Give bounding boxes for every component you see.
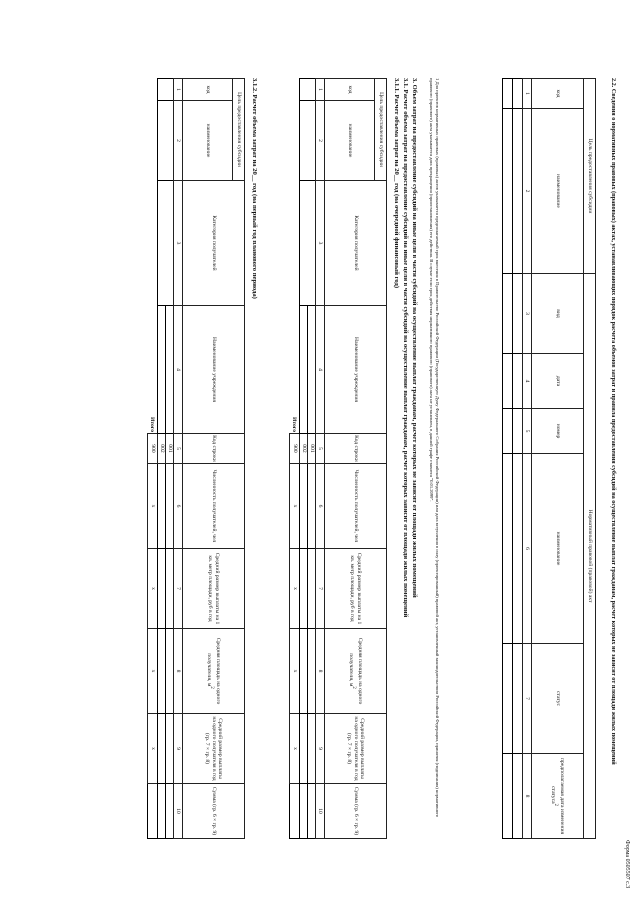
col-num: 4 [316, 306, 325, 434]
cell [513, 409, 523, 454]
cell [166, 714, 174, 784]
header-code: код [532, 79, 584, 109]
col-num: 8 [316, 629, 325, 714]
header-avgper: Средний размер выплаты на одного получателя в год (гр. 7 × гр. 8) [183, 714, 245, 784]
cell [513, 354, 523, 409]
cell [503, 754, 513, 839]
col-num: 1 [523, 79, 532, 109]
section-3-heading: 3. Объем затрат на предоставление субсидий на иные цели в части субсидий на осуществление выплат гражданам, расчет которых не зависит от площади жилых помещений [411, 78, 418, 598]
cell [148, 784, 158, 839]
cell [166, 306, 174, 434]
col-num: 4 [523, 354, 532, 409]
header-avgarea: Средняя площадь на одного получателя, $м^2$ [183, 629, 245, 714]
header-status-date: предполагаемая дата изменения статуса$^2$ [532, 754, 584, 839]
cell [513, 754, 523, 839]
cell [308, 714, 316, 784]
total-label: Итого [291, 416, 298, 432]
form-code: Форма 0505507 с.3 [624, 840, 630, 889]
total-x: x [148, 549, 158, 629]
cell [158, 784, 166, 839]
cell [300, 306, 308, 434]
total-code: 900 [148, 434, 158, 464]
cell [513, 109, 523, 274]
cell [158, 306, 166, 434]
header-act: Нормативный правовой (правовой) акт [584, 274, 596, 839]
col-num: 2 [316, 101, 325, 181]
cell [300, 101, 316, 181]
header-type: вид [532, 274, 584, 354]
total-x: x [148, 464, 158, 549]
col-num: 7 [174, 549, 183, 629]
cell [158, 464, 166, 549]
header-rowcode: Код строки [325, 434, 387, 464]
header-date: дата [532, 354, 584, 409]
cell [158, 101, 174, 181]
col-num: 8 [523, 754, 532, 839]
cell [158, 714, 166, 784]
cell [513, 644, 523, 754]
total-label: Итого [149, 416, 156, 432]
header-code: код [325, 79, 375, 101]
header-rowcode: Код строки [183, 434, 245, 464]
col-num: 3 [316, 181, 325, 306]
header-goal: Цель предоставления субсидии [233, 79, 245, 181]
col-num: 4 [174, 306, 183, 434]
section-3-1-1-heading: 3.1.1. Расчет объема затрат на 20__ год (на очередной финансовый год) [393, 78, 400, 289]
cell [300, 629, 308, 714]
header-institution: Наименование учреждения [183, 306, 245, 434]
cell [158, 629, 166, 714]
header-category: Категория получателей [325, 181, 387, 306]
col-num: 3 [174, 181, 183, 306]
total-code: 900 [290, 434, 300, 464]
cell [300, 549, 308, 629]
calc-table-1 [289, 78, 387, 839]
col-num: 1 [174, 79, 183, 101]
total-x: x [290, 464, 300, 549]
cell [300, 464, 308, 549]
cell [308, 306, 316, 434]
col-num: 3 [523, 274, 532, 354]
cell [503, 274, 513, 354]
header-avgpay: Средний размер выплаты на 1 кв. метр площади, руб в год [183, 549, 245, 629]
cell [166, 629, 174, 714]
col-num: 7 [523, 644, 532, 754]
col-num: 8 [174, 629, 183, 714]
header-avgarea: Средняя площадь на одного получателя, $м^2$ [325, 629, 387, 714]
footnote: 1 Для проектов нормативных правовых (правовых) актов указывается предполагаемый срок внесения в Правительство Российской Федерации (Государственную Думу Федерального Собрания Российской Федерации) или дата вступления в силу (проектированный) правовой акт, установленный законодательством Российской Федерации, принятия (подписания) нормативного правового (правового) акта указывается дата прекращения (приостановления) его действия. В случае если срок действия нормативного правового (правового) акта не установлен, в данной графе ставится "0.01.2099". [429, 78, 440, 818]
header-act-name: наименование [532, 454, 584, 644]
col-num: 5 [174, 434, 183, 464]
col-num: 6 [174, 464, 183, 549]
col-num: 9 [174, 714, 183, 784]
col-num: 2 [523, 109, 532, 274]
cell [308, 784, 316, 839]
cell [503, 644, 513, 754]
cell [166, 549, 174, 629]
header-name: наименование [532, 109, 584, 274]
header-name: наименование [325, 101, 375, 181]
header-count: Численность получателей, чел [183, 464, 245, 549]
row-code: 002 [300, 434, 308, 464]
cell [513, 454, 523, 644]
header-goal: Цель предоставления субсидии [375, 79, 387, 181]
cell [300, 79, 316, 101]
row-code: 001 [308, 434, 316, 464]
header-status: статус [532, 644, 584, 754]
total-x: x [148, 629, 158, 714]
cell [308, 464, 316, 549]
header-sum: Сумма (гр. 6 × гр. 9) [325, 784, 387, 839]
header-avgper: Средний размер выплаты на одного получателя в год (гр. 7 × гр. 8) [325, 714, 387, 784]
header-avgpay: Средний размер выплаты на 1 кв. метр площади, руб в год [325, 549, 387, 629]
cell [503, 454, 513, 644]
col-num: 5 [523, 409, 532, 454]
total-x: x [148, 714, 158, 784]
cell [300, 784, 308, 839]
cell [290, 784, 300, 839]
cell [158, 181, 174, 306]
cell [503, 79, 513, 109]
col-num: 1 [316, 79, 325, 101]
col-num: 6 [523, 454, 532, 644]
cell [513, 79, 523, 109]
cell [308, 629, 316, 714]
header-count: Численность получателей, чел [325, 464, 387, 549]
cell [300, 714, 308, 784]
total-x: x [290, 629, 300, 714]
header-number: номер [532, 409, 584, 454]
cell [503, 354, 513, 409]
header-institution: Наименование учреждения [325, 306, 387, 434]
header-code: код [183, 79, 233, 101]
col-num: 2 [174, 101, 183, 181]
cell [513, 274, 523, 354]
col-num: 7 [316, 549, 325, 629]
cell [308, 549, 316, 629]
section-3-1-heading: 3.1. Расчет объема затрат на предоставление субсидий на иные цели в части субсидий на осуществление выплат гражданам, расчет которых зависит от площади жилых помещений [402, 78, 409, 618]
row-code: 002 [158, 434, 166, 464]
header-category: Категория получателей [183, 181, 245, 306]
cell [158, 79, 174, 101]
cell [158, 549, 166, 629]
calc-table-2 [147, 78, 245, 839]
cell [300, 181, 316, 306]
acts-table [502, 78, 596, 839]
col-num: 9 [316, 714, 325, 784]
cell [503, 109, 513, 274]
col-num: 10 [174, 784, 183, 839]
section-2-2-heading: 2.2. Сведения о нормативных правовых (правовых) актах, устанавливающих порядок расчета объемов затрат и правила предоставления субсидий на осуществление выплат гражданам, расчет которых не зависит от площади жилых помещений [610, 78, 617, 765]
header-goal: Цель предоставления субсидии [584, 79, 596, 274]
cell [503, 409, 513, 454]
cell [166, 464, 174, 549]
header-sum: Сумма (гр. 6 × гр. 9) [183, 784, 245, 839]
header-name: наименование [183, 101, 233, 181]
section-3-1-2-heading: 3.1.2. Расчет объема затрат на 20__ год (на первый год планового периода) [251, 78, 258, 299]
total-x: x [290, 549, 300, 629]
col-num: 10 [316, 784, 325, 839]
row-code: 001 [166, 434, 174, 464]
col-num: 5 [316, 434, 325, 464]
cell [166, 784, 174, 839]
total-x: x [290, 714, 300, 784]
col-num: 6 [316, 464, 325, 549]
